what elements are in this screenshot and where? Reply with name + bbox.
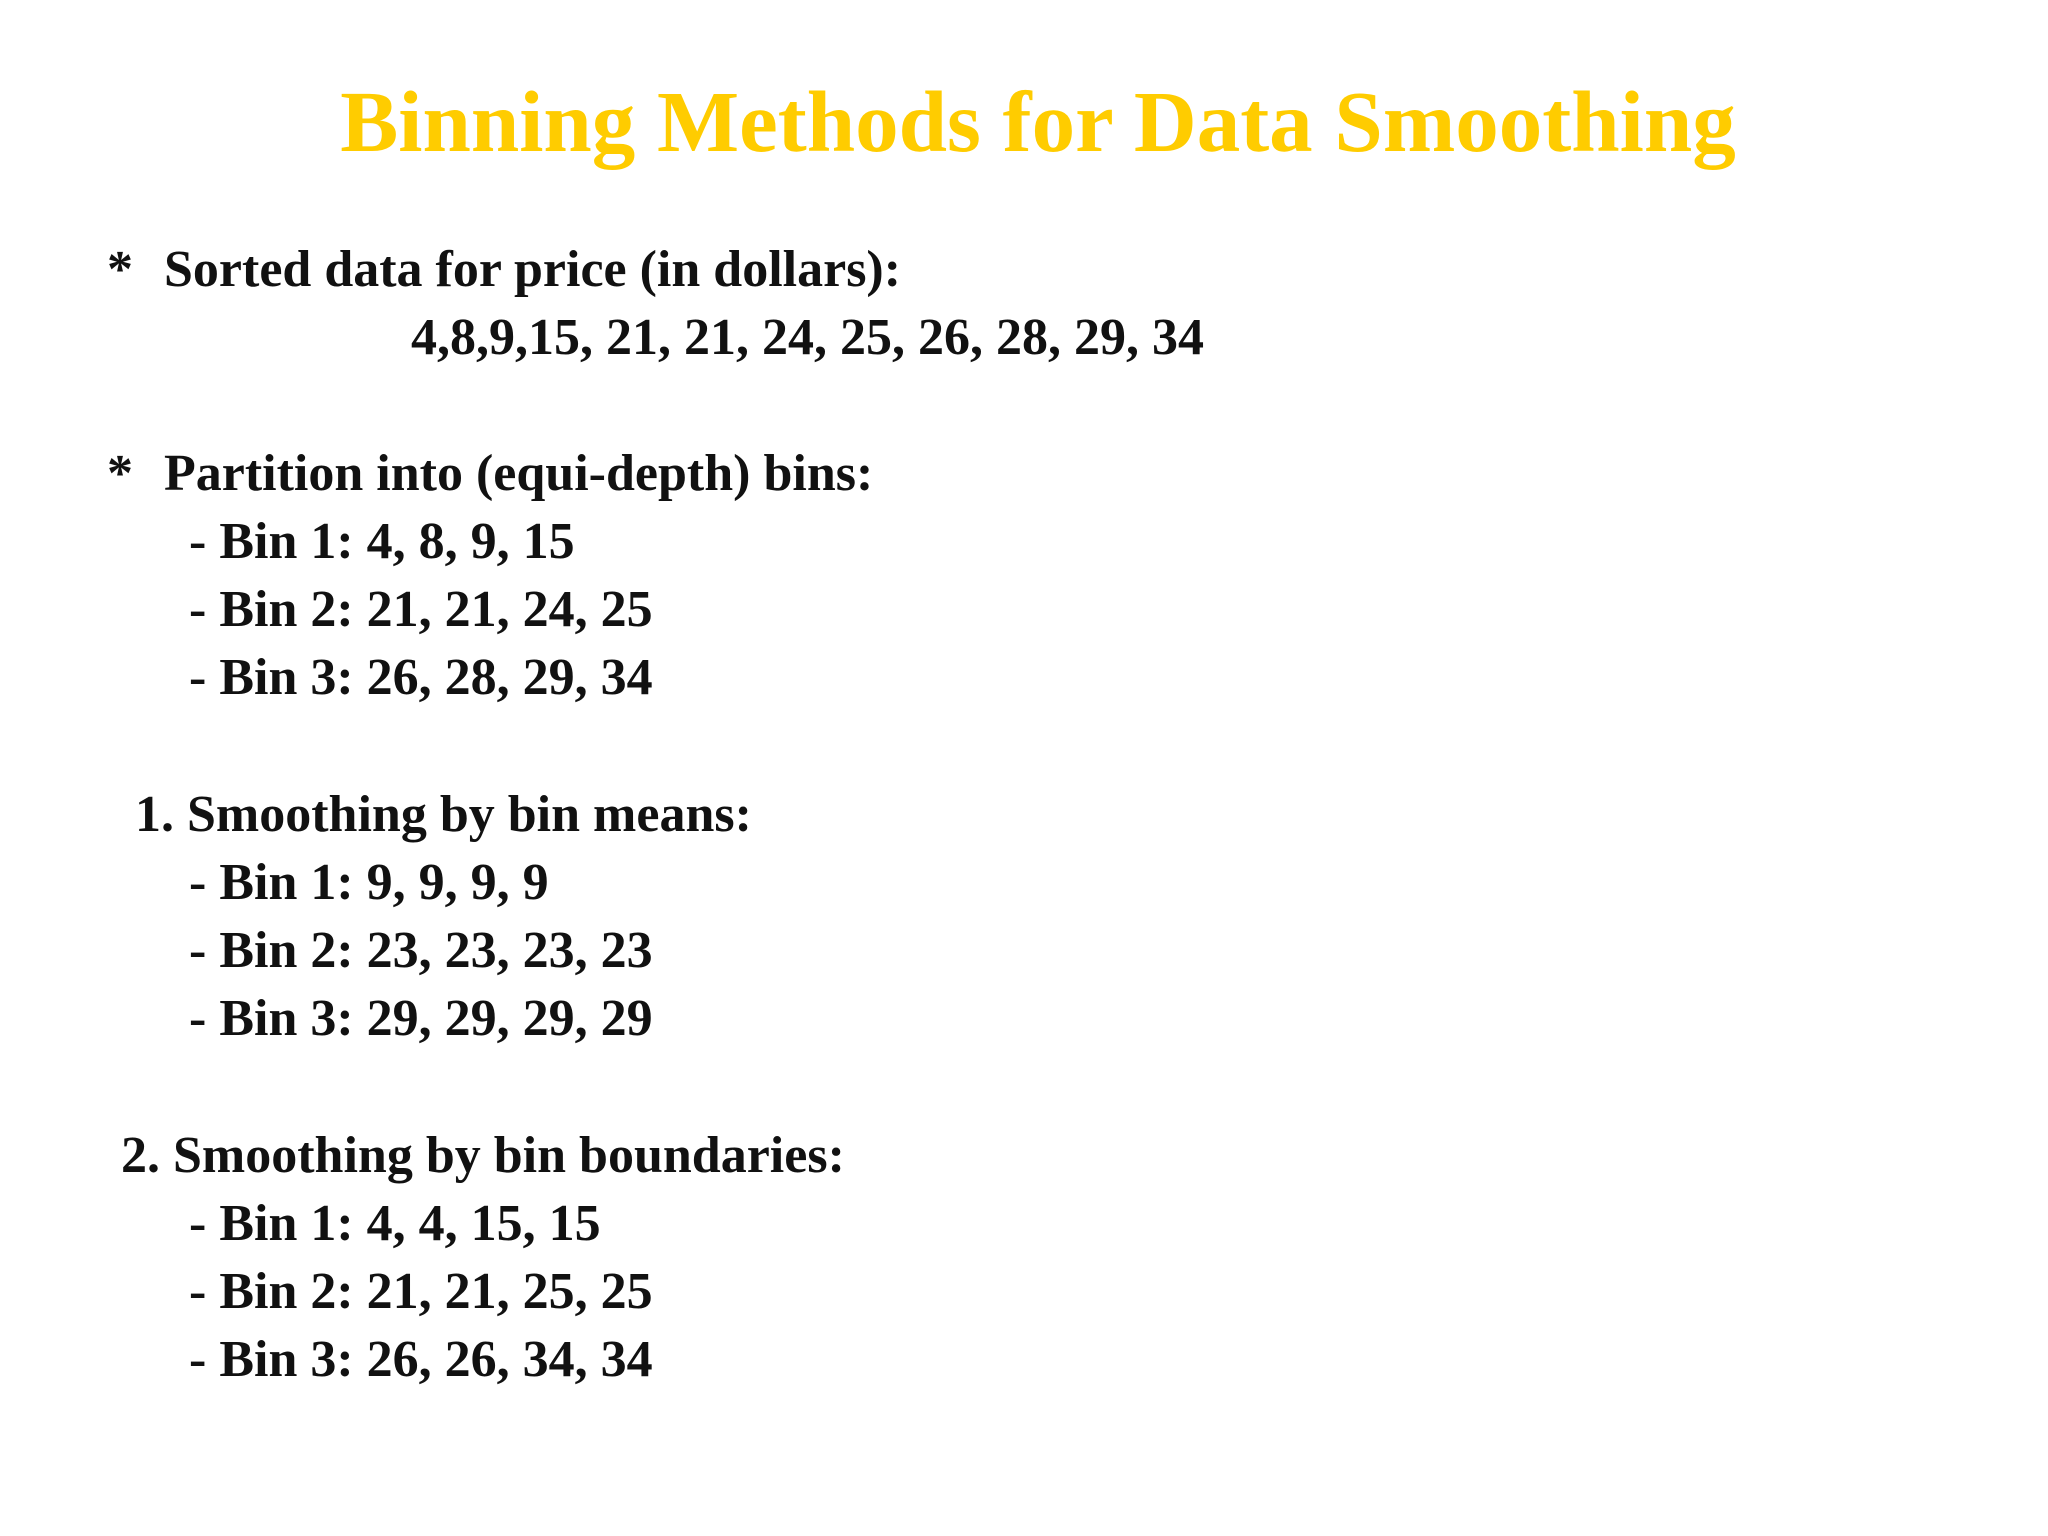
sorted-data-heading-line [107,240,901,300]
means-bin-2: - Bin 2: 23, 23, 23, 23 [189,922,653,979]
boundaries-bin-3: - Bin 3: 26, 26, 34, 34 [189,1331,653,1388]
partition-heading-line [107,444,873,504]
bullet-marker: * [107,241,133,298]
sorted-data-heading: Sorted data for price (in dollars): [164,241,902,298]
slide-title: Binning Methods for Data Smoothing [340,73,1736,170]
means-heading: 1. Smoothing by bin means: [135,786,752,843]
partition-heading: Partition into (equi-depth) bins: [164,445,874,502]
partition-bin-3: - Bin 3: 26, 28, 29, 34 [189,649,653,706]
means-bin-1: - Bin 1: 9, 9, 9, 9 [189,854,549,911]
boundaries-heading: 2. Smoothing by bin boundaries: [121,1127,845,1184]
bullet-marker: * [107,445,133,502]
sorted-data-values: 4,8,9,15, 21, 21, 24, 25, 26, 28, 29, 34 [411,309,1204,366]
boundaries-bin-2: - Bin 2: 21, 21, 25, 25 [189,1263,653,1320]
partition-bin-2: - Bin 2: 21, 21, 24, 25 [189,581,653,638]
boundaries-bin-1: - Bin 1: 4, 4, 15, 15 [189,1195,601,1252]
partition-bin-1: - Bin 1: 4, 8, 9, 15 [189,513,575,570]
means-bin-3: - Bin 3: 29, 29, 29, 29 [189,990,653,1047]
